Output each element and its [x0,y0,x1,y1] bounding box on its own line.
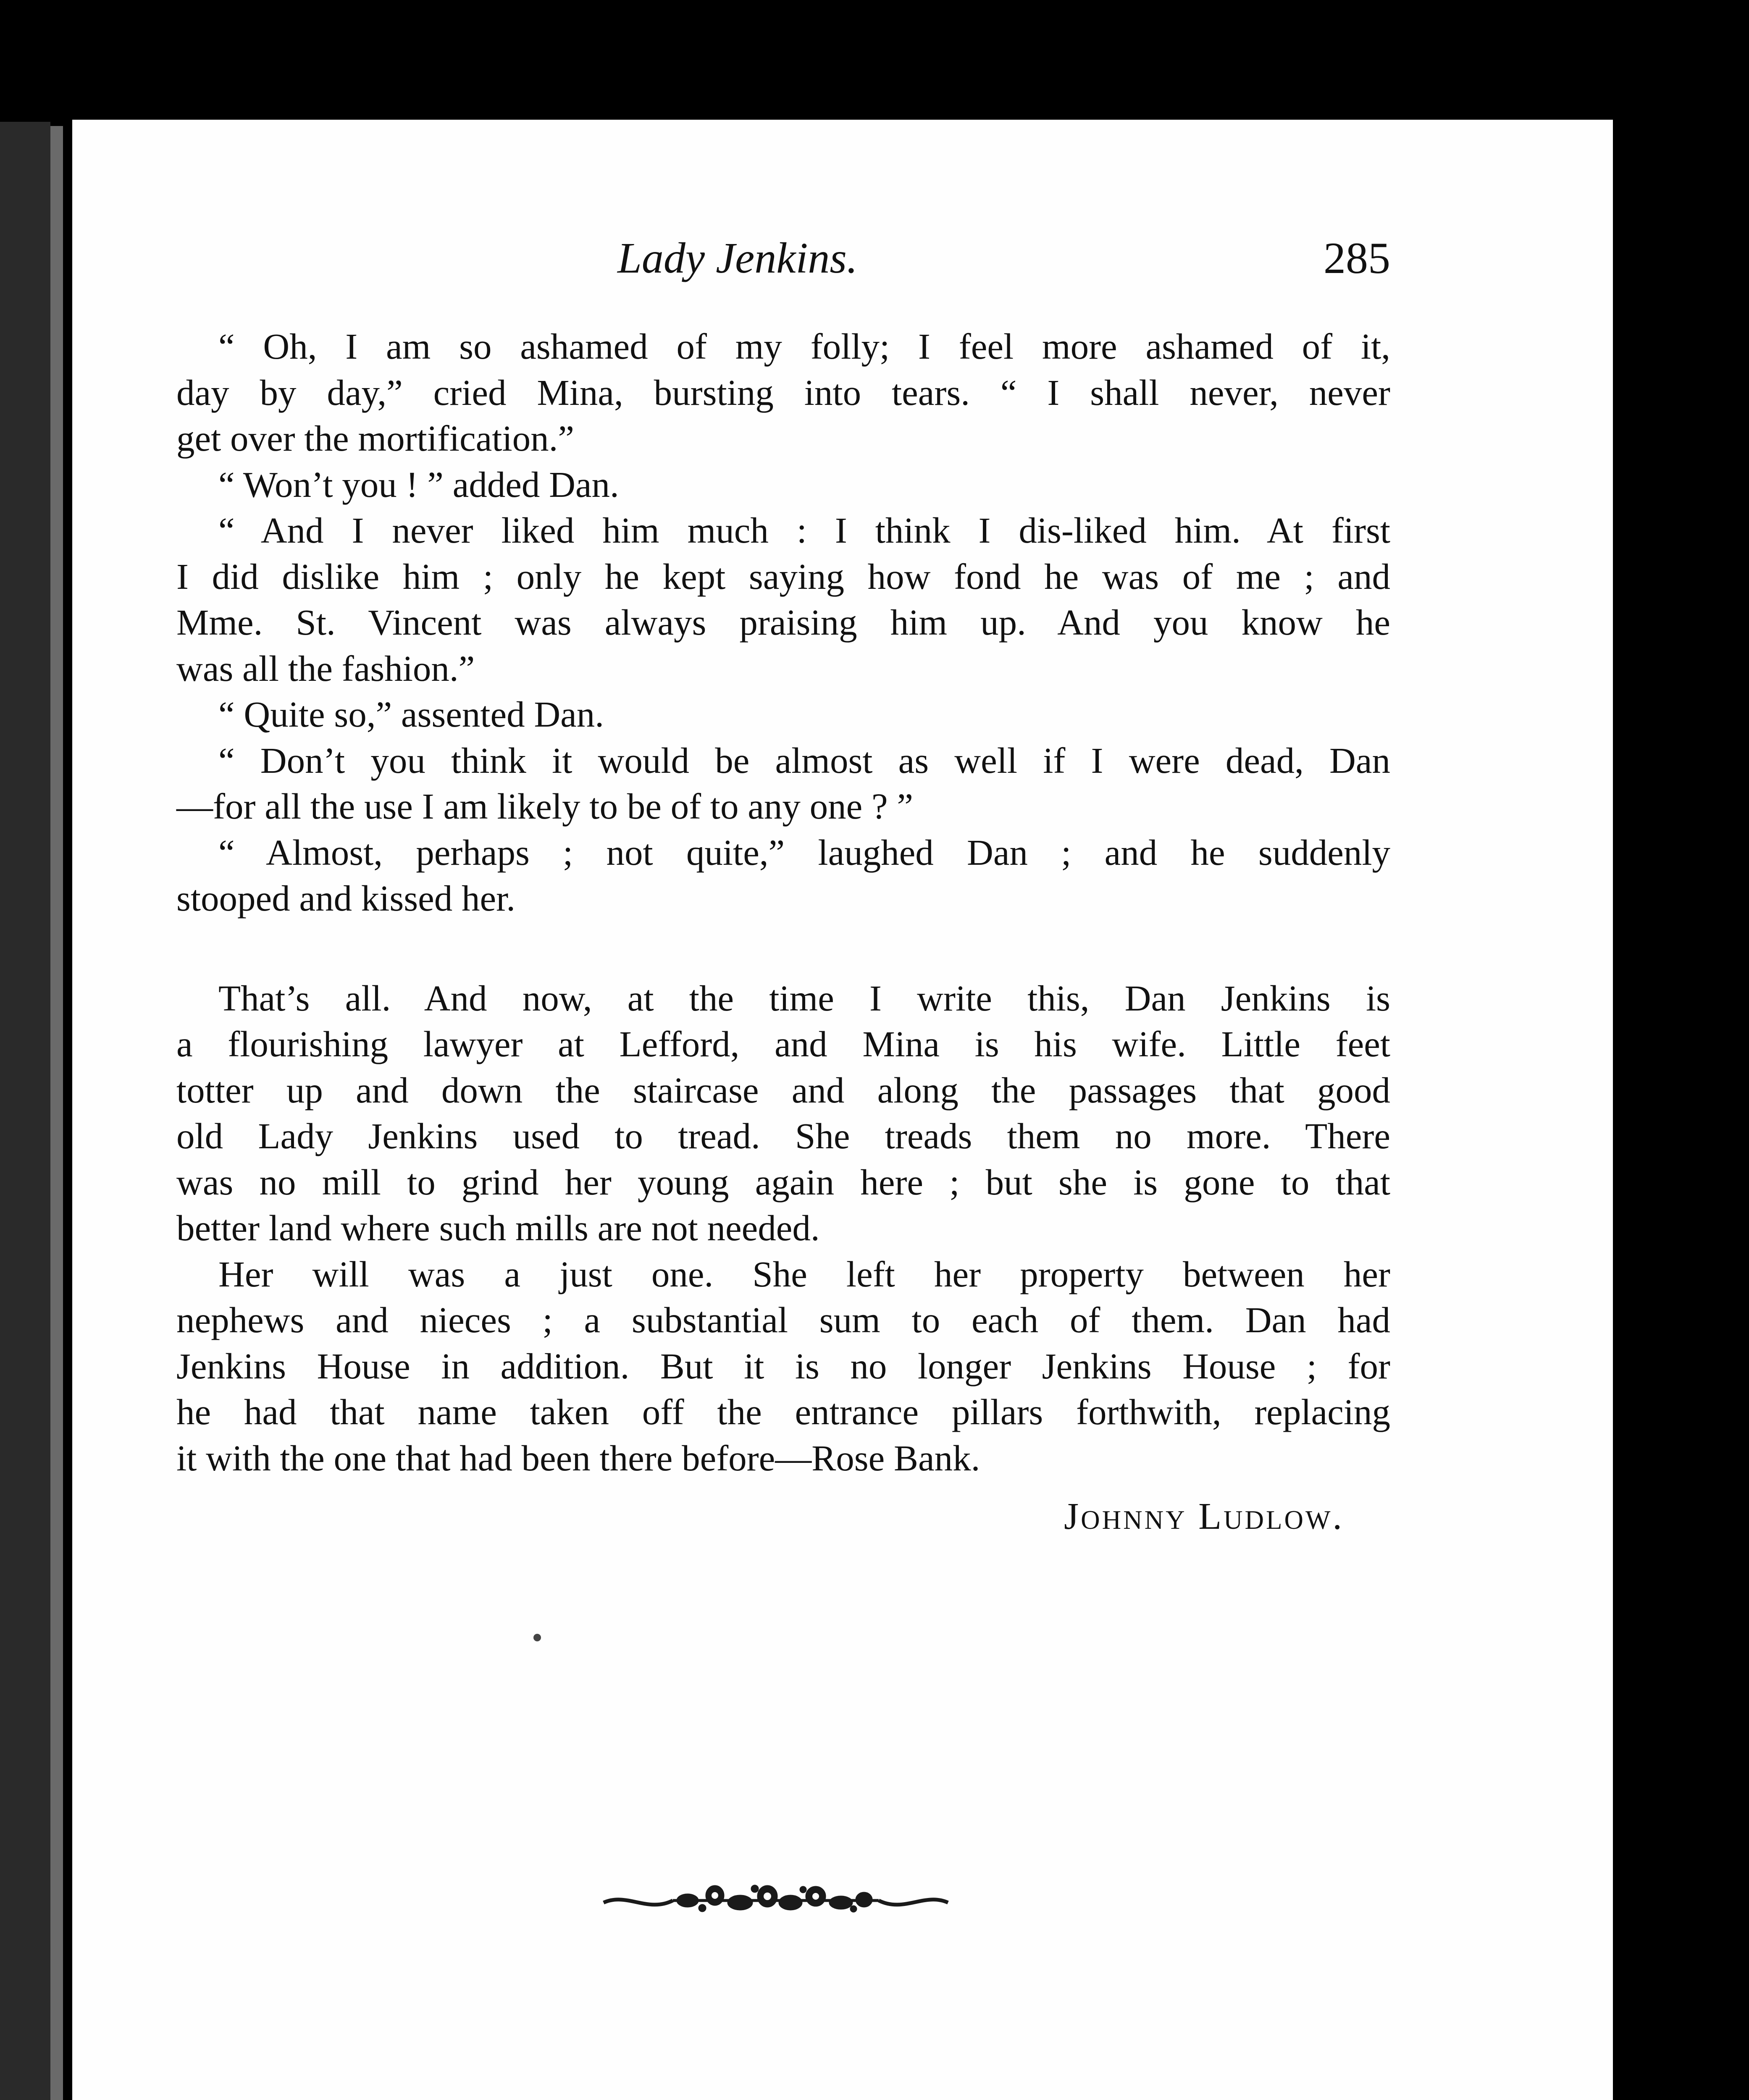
text-line: it with the one that had been there before—Rose Bank. [176,1437,980,1478]
tailpiece-ornament-icon [601,1880,950,1922]
text-line: day by day,” cried Mina, bursting into tears. “ I shall never, never [176,372,1390,413]
page-title: Lady Jenkins. [617,234,858,282]
adjacent-page-edge [0,122,50,2100]
page-number: 285 [1324,234,1390,283]
text-line: get over the mortification.” [176,418,574,459]
text-line: Mme. St. Vincent was always praising him up. And you know he [176,602,1390,643]
text-line: he had that name taken off the entrance pillars forthwith, replacing [176,1391,1390,1432]
author-signature: Johnny Ludlow. [1064,1496,1344,1537]
body-text [176,323,1390,1540]
section-gap [176,921,1390,975]
text-line: a flourishing lawyer at Lefford, and Mina is his wife. Little feet [176,1024,1390,1064]
text-line: was no mill to grind her young again here ; but she is gone to that [176,1161,1390,1202]
text-line: totter up and down the staircase and along the passages that good [176,1069,1390,1110]
text-line: “ And I never liked him much : I think I dis-liked him. At first [218,510,1390,551]
text-line: old Lady Jenkins used to tread. She treads them no more. There [176,1116,1390,1156]
text-line: I did dislike him ; only he kept saying how fond he was of me ; and [176,556,1390,597]
text-line: “ Oh, I am so ashamed of my folly; I feel more ashamed of it, [218,326,1390,367]
text-line: “ Almost, perhaps ; not quite,” laughed Dan ; and he suddenly [218,832,1390,873]
text-line: —for all the use I am likely to be of to any one ? ” [176,786,913,827]
text-line: stooped and kissed her. [176,878,516,919]
text-line: “ Don’t you think it would be almost as well if I were dead, Dan [218,740,1390,781]
page-speck [533,1634,541,1641]
text-line: “ Quite so,” assented Dan. [218,694,604,735]
text-line: Jenkins House in addition. But it is no longer Jenkins House ; for [176,1345,1390,1386]
running-header [176,229,1390,288]
text-line: nephews and nieces ; a substantial sum to each of them. Dan had [176,1299,1390,1340]
text-line: “ Won’t you ! ” added Dan. [218,464,619,505]
text-line: That’s all. And now, at the time I write this, Dan Jenkins is [218,977,1390,1018]
text-line: better land where such mills are not needed. [176,1208,820,1248]
text-line: Her will was a just one. She left her property between her [218,1253,1390,1294]
text-line: was all the fashion.” [176,648,475,689]
adjacent-page-shadow [50,126,63,2100]
